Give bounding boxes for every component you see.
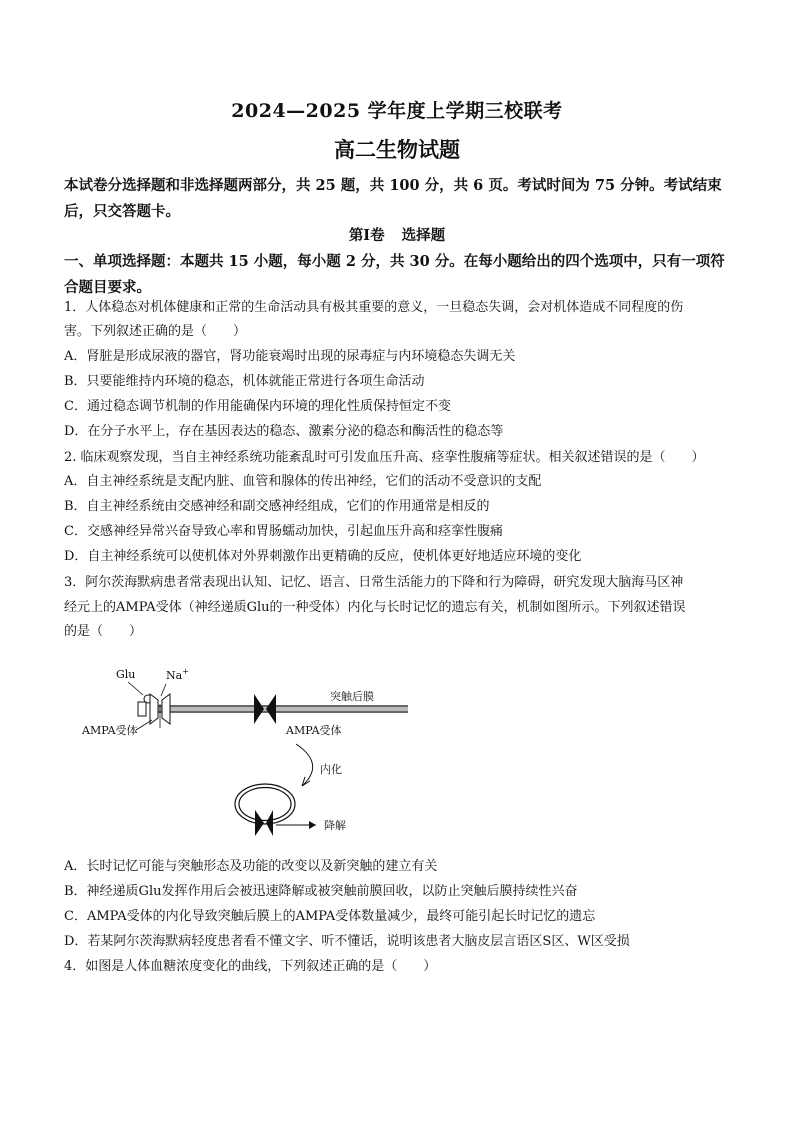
vesicle-inner	[239, 788, 291, 821]
postsynaptic-membrane-label: 突触后膜	[330, 690, 374, 703]
ampa-channel-right-icon	[162, 694, 170, 724]
q3-option-c: C．AMPA受体的内化导致突触后膜上的AMPA受体数量减少，最终可能引起长时记忆的遗忘	[64, 909, 596, 924]
ampa-left-pointer	[136, 720, 152, 730]
q3-stem-line2: 经元上的AMPA受体（神经递质Glu的一种受体）内化与长时记忆的遗忘有关，机制如图所示。下列叙述错误	[64, 600, 686, 615]
q1-stem-line1: 1．人体稳态对机体健康和正常的生命活动具有极其重要的意义，一旦稳态失调，会对机体造成不同程度的伤	[64, 300, 684, 315]
q2-option-a: A．自主神经系统是支配内脏、血管和腺体的传出神经，它们的活动不受意识的支配	[64, 474, 542, 489]
internalize-label: 内化	[320, 763, 342, 776]
q1-option-b: B．只要能维持内环境的稳态，机体就能正常进行各项生命活动	[64, 374, 425, 389]
glu-label: Glu	[116, 668, 136, 681]
section-name: 选择题	[401, 227, 446, 244]
glu-pointer	[128, 682, 143, 695]
part-instructions: 一、单项选择题：本题共 15 小题，每小题 2 分，共 30 分。在每小题给出的四个选项中，只有一项符合题目要求。	[64, 253, 725, 296]
degrade-label: 降解	[324, 819, 346, 832]
q1-stem-line2: 害。下列叙述正确的是（ ）	[64, 324, 247, 339]
ampa-receptor-right-label: AMPA受体	[286, 724, 342, 737]
na-pointer	[161, 684, 166, 696]
internalized-receptor-icon	[255, 810, 264, 836]
q3-stem-line1: 3．阿尔茨海默病患者常表现出认知、记忆、语言、日常生活能力的下降和行为障碍，研究发现大脑海马区神	[64, 575, 684, 590]
ampa-receptor-icon-half	[266, 694, 276, 724]
q2-option-d: D．自主神经系统可以使机体对外界刺激作出更精确的反应，使机体更好地适应环境的变化	[64, 549, 582, 564]
q3-option-b: B．神经递质Glu发挥作用后会被迅速降解或被突触前膜回收，以防止突触后膜持续性兴奋	[64, 884, 578, 899]
q3-option-d: D．若某阿尔茨海默病轻度患者看不懂文字、听不懂话，说明该患者大脑皮层言语区S区、W区受损	[64, 934, 630, 949]
ampa-receptor-diagram	[80, 660, 420, 845]
q1-option-a: A．肾脏是形成尿液的器官，肾功能衰竭时出现的尿毒症与内环境稳态失调无关	[64, 349, 516, 364]
exam-instructions: 本试卷分选择题和非选择题两部分，共 25 题，共 100 分，共 6 页。考试时间为 75 分钟。考试结束后，只交答题卡。	[64, 177, 722, 220]
vesicle-outer	[235, 784, 295, 824]
q2-option-c: C．交感神经异常兴奋导致心率和胃肠蠕动加快，引起血压升高和痉挛性腹痛	[64, 524, 503, 539]
q4-stem: 4．如图是人体血糖浓度变化的曲线，下列叙述正确的是（ ）	[64, 959, 437, 974]
q2-option-b: B．自主神经系统由交感神经和副交感神经组成，它们的作用通常是相反的	[64, 499, 490, 514]
q1-option-d: D．在分子水平上，存在基因表达的稳态、激素分泌的稳态和酶活性的稳态等	[64, 424, 504, 439]
section-heading	[0, 224, 794, 245]
membrane-fill	[155, 707, 408, 712]
internalized-receptor-icon-half	[266, 810, 273, 836]
exam-subtitle: 高二生物试题	[334, 137, 460, 162]
na-label: Na+	[166, 667, 189, 682]
ampa-receptor-left-label: AMPA受体	[82, 724, 138, 737]
q2-stem: 2. 临床观察发现，当自主神经系统功能紊乱时可引发血压升高、痉挛性腹痛等症状。相关叙述错误的是（ ）	[64, 450, 705, 465]
ampa-receptor-left-part	[138, 702, 146, 716]
degrade-arrowhead	[309, 821, 316, 829]
q3-stem-line3: 的是（ ）	[64, 624, 143, 639]
ampa-receptor-icon	[254, 694, 264, 724]
exam-title: 2024—2025 学年度上学期三校联考	[231, 100, 563, 122]
ampa-channel-left-icon	[150, 694, 158, 724]
section-label: 第Ⅰ卷	[348, 227, 385, 244]
q1-option-c: C．通过稳态调节机制的作用能确保内环境的理化性质保持恒定不变	[64, 399, 451, 414]
q3-option-a: A．长时记忆可能与突触形态及功能的改变以及新突触的建立有关	[64, 859, 438, 874]
